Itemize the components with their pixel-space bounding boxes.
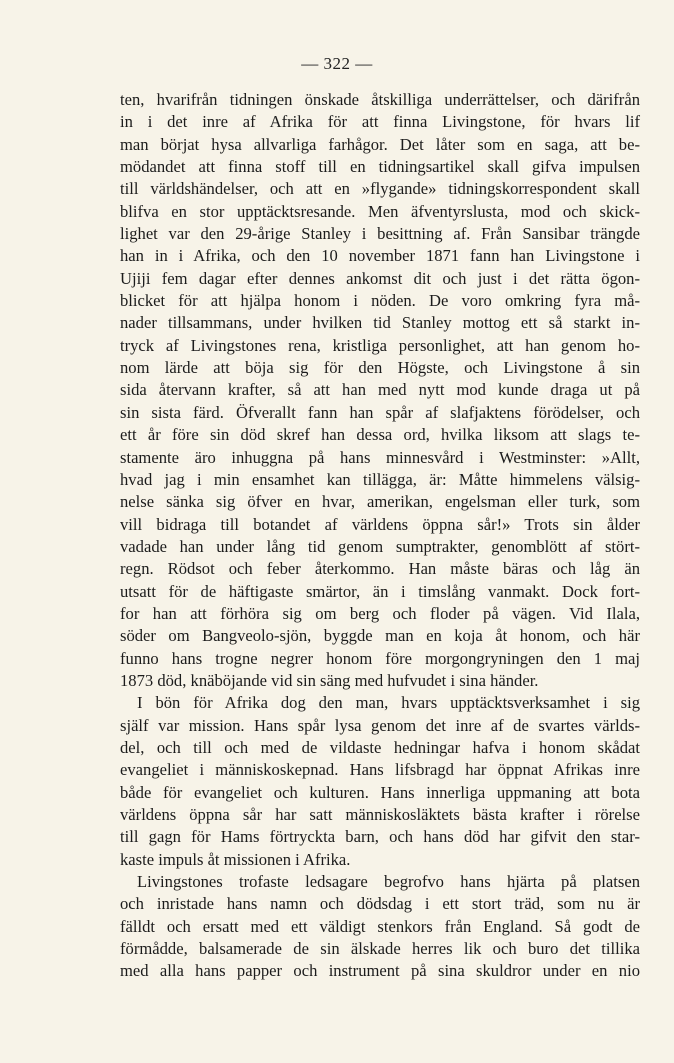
text-line: vadade han under lång tid genom sumptrakter, genomblött af stört- [120,536,640,556]
text-line: till gagn för Hams förtryckta barn, och hans död har gifvit den star- [120,827,640,847]
text-line: förmådde, balsamerade de sin älskade herres lik och buro det tillika [120,939,640,959]
text-line: evangeliet i människoskepnad. Hans lifsbragd har öppnat Afrikas inre [120,760,640,780]
text-line: blifva en stor upptäcktsresande. Men äfventyrslusta, mod och skick- [120,201,640,221]
page-number: — 322 — [301,54,373,73]
text-line: 1873 död, knäböjande vid sin säng med hufvudet i sina händer. [120,670,539,690]
text-line: nom lärde att böja sig för den Högste, och Livingstone å sin [120,358,640,378]
text-line: tryck af Livingstones rena, kristliga personlighet, att han genom ho- [120,335,640,355]
text-line: man börjat hysa allvarliga farhågor. Det låter som en saga, att be- [120,134,640,154]
text-line: med alla hans papper och instrument på sina skuldror under en nio [120,961,640,981]
text-line: han in i Afrika, och den 10 november 1871 fann han Livingstone i [120,246,640,266]
text-line: sida återvann krafter, så att han med nytt mod kunde draga ut på [120,380,640,400]
text-line: mödandet att finna stoff till en tidningsartikel skall gifva impulsen [120,157,640,177]
text-line: in i det inre af Afrika för att finna Livingstone, för hvars lif [120,112,640,132]
text-line: hvad jag i min ensamhet kan tillägga, är: Måtte himmelens välsig- [120,469,640,489]
text-line: vill bidraga till botandet af världens öppna sår!» Trots sin ålder [120,514,640,534]
text-line: söder om Bangveolo-sjön, byggde man en koja åt honom, och här [120,626,640,646]
text-line: Ujiji fem dagar efter dennes ankomst dit och just i det rätta ögon- [120,268,640,288]
text-line: både för evangeliet och kulturen. Hans innerliga uppmaning att bota [120,782,640,802]
body-text [120,89,640,983]
text-line: själf var mission. Hans spår lysa genom det inre af de svartes världs- [120,715,640,735]
text-line: världens öppna sår har satt människosläktets bästa krafter i rörelse [120,805,640,824]
text-line: for han att förhöra sig om berg och floder på vägen. Vid Ilala, [120,603,640,623]
text-line: och inristade hans namn och dödsdag i ett stort träd, som nu är [120,894,640,914]
text-line: stamente äro inhuggna på hans minnesvård i Westminster: »Allt, [120,447,640,467]
text-line: utsatt för de häftigaste smärtor, än i timslång vanmakt. Dock fort- [120,581,640,601]
text-line: regn. Rödsot och feber återkommo. Han måste bäras och låg än [120,559,640,579]
text-line: Livingstones trofaste ledsagare begrofvo hans hjärta på platsen [137,872,640,892]
text-line: funno hans trogne negrer honom före morgongryningen den 1 maj [120,648,640,668]
text-line: I bön för Afrika dog den man, hvars upptäcktsverksamhet i sig [137,693,640,713]
text-line: nelse sänka sig öfver en hvar, amerikan, engelsman eller turk, som [120,492,640,512]
text-line: nader tillsammans, under hvilken tid Stanley mottog ett så starkt in- [120,313,640,333]
text-line: ten, hvarifrån tidningen önskade åtskilliga underrättelser, och därifrån [120,90,640,109]
text-line: kaste impuls åt missionen i Afrika. [120,849,351,869]
text-line: blicket för att hjälpa honom i nöden. De voro omkring fyra må- [120,291,640,311]
text-line: sin sista färd. Öfverallt fann han spår af slafjaktens förödelser, och [120,402,640,422]
text-line: till världshändelser, och att en »flygande» tidningskorrespondent skall [120,179,640,199]
text-line: del, och till och med de vildaste hedningar hafva i honom skådat [120,737,640,757]
text-line: fälldt och ersatt med ett väldigt stenkors från England. Så godt de [120,916,640,936]
text-line: lighet var den 29-årige Stanley i besittning af. Från Sansibar trängde [120,224,640,244]
text-line: ett år före sin död skref han dessa ord, hvilka liksom att slags te- [120,425,640,445]
